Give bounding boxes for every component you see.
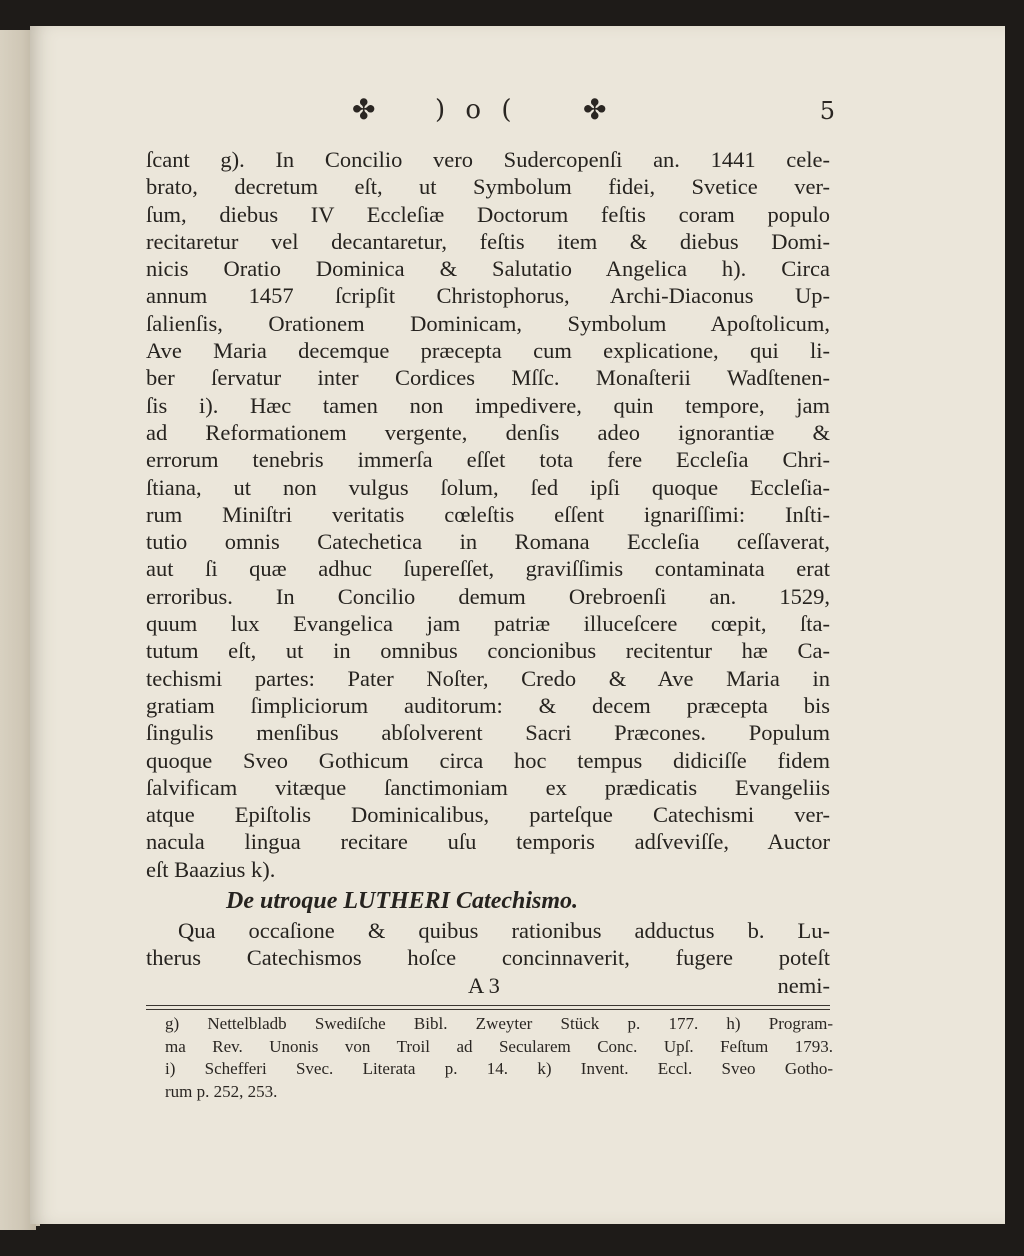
text-line: quoque Sveo Gothicum circa hoc tempus didiciſſe fidem	[146, 747, 830, 773]
text-line: nacula lingua recitare uſu temporis adſveviſſe, Auctor	[146, 829, 830, 855]
footnote-line: rum p. 252, 253.	[165, 1081, 278, 1101]
text-line: ſum, diebus IV Eccleſiæ Doctorum feſtis coram populo	[146, 201, 830, 227]
text-line: brato, decretum eſt, ut Symbolum fidei, Svetice ver-	[146, 174, 830, 200]
fleuron-left-icon: ✤	[352, 93, 376, 126]
text-line: ſtiana, ut non vulgus ſolum, ſed ipſi quoque Eccleſia-	[146, 474, 830, 500]
text-line: tutum eſt, ut in omnibus concionibus recitentur hæ Ca-	[146, 638, 830, 664]
text-line: Qua occaſione & quibus rationibus adductus b. Lu-	[178, 918, 830, 944]
footnote-line: i) Schefferi Svec. Literata p. 14. k) Invent. Eccl. Sveo Gotho-	[165, 1059, 833, 1078]
text-line: Ave Maria decemque præcepta cum explicatione, qui li-	[146, 338, 830, 364]
text-line: ſis i). Hæc tamen non impedivere, quin tempore, jam	[146, 392, 830, 418]
text-line: tutio omnis Catechetica in Romana Eccleſia ceſſaverat,	[146, 529, 830, 555]
text-line: gratiam ſimpliciorum auditorum: & decem præcepta bis	[146, 692, 830, 718]
page-header	[330, 95, 835, 135]
header-parentheses-ornament: ) o (	[435, 95, 518, 125]
text-line: aut ſi quæ adhuc ſupereſſet, graviſſimis contaminata erat	[146, 556, 830, 582]
text-line: rum Miniſtri veritatis cœleſtis eſſent ignariſſimi: Inſti-	[146, 501, 830, 527]
text-line: nicis Oratio Dominica & Salutatio Angelica h). Circa	[146, 256, 830, 282]
text-line: recitaretur vel decantaretur, feſtis item & diebus Domi-	[146, 228, 830, 254]
text-line: ſalvificam vitæque ſanctimoniam ex prædicatis Evangeliis	[146, 774, 830, 800]
text-line: quum lux Evangelica jam patriæ illuceſcere cœpit, ſta-	[146, 611, 830, 637]
text-line: eſt Baazius k).	[146, 856, 276, 882]
section-heading: De utroque LUTHERI Catechismo.	[226, 888, 579, 915]
text-line: atque Epiſtolis Dominicalibus, parteſque Catechismi ver-	[146, 802, 830, 828]
text-line: annum 1457 ſcripſit Christophorus, Archi-Diaconus Up-	[146, 283, 830, 309]
text-line: ſcant g). In Concilio vero Sudercopenſi an. 1441 cele-	[146, 147, 830, 172]
text-line: ber ſervatur inter Cordices Mſſc. Monaſterii Wadſtenen-	[146, 365, 830, 391]
main-text	[146, 146, 830, 999]
footnote-rule	[146, 1005, 830, 1010]
footnote-line: g) Nettelbladb Swediſche Bibl. Zweyter Stück p. 177. h) Program-	[165, 1014, 833, 1033]
fleuron-right-icon: ✤	[583, 93, 607, 126]
footnote-line: ma Rev. Unonis von Troil ad Secularem Conc. Upſ. Feſtum 1793.	[165, 1036, 833, 1056]
text-line: ſalienſis, Orationem Dominicam, Symbolum Apoſtolicum,	[146, 310, 830, 336]
signature-mark: A 3	[468, 972, 500, 998]
text-line: therus Catechismos hoſce concinnaverit, fugere poteſt	[146, 945, 830, 971]
text-line: errorum tenebris immerſa eſſet tota fere Eccleſia Chri-	[146, 447, 830, 473]
text-line: ad Reformationem vergente, denſis adeo ignorantiæ &	[146, 419, 830, 445]
signature-line	[146, 972, 830, 999]
footnotes	[165, 1013, 833, 1103]
catchword: nemi-	[777, 972, 830, 998]
page-number: 5	[819, 97, 835, 125]
text-line: ſingulis menſibus abſolverent Sacri Præcones. Populum	[146, 720, 830, 746]
text-line: erroribus. In Concilio demum Orebroenſi an. 1529,	[146, 583, 830, 609]
text-line: techismi partes: Pater Noſter, Credo & Ave Maria in	[146, 665, 830, 691]
